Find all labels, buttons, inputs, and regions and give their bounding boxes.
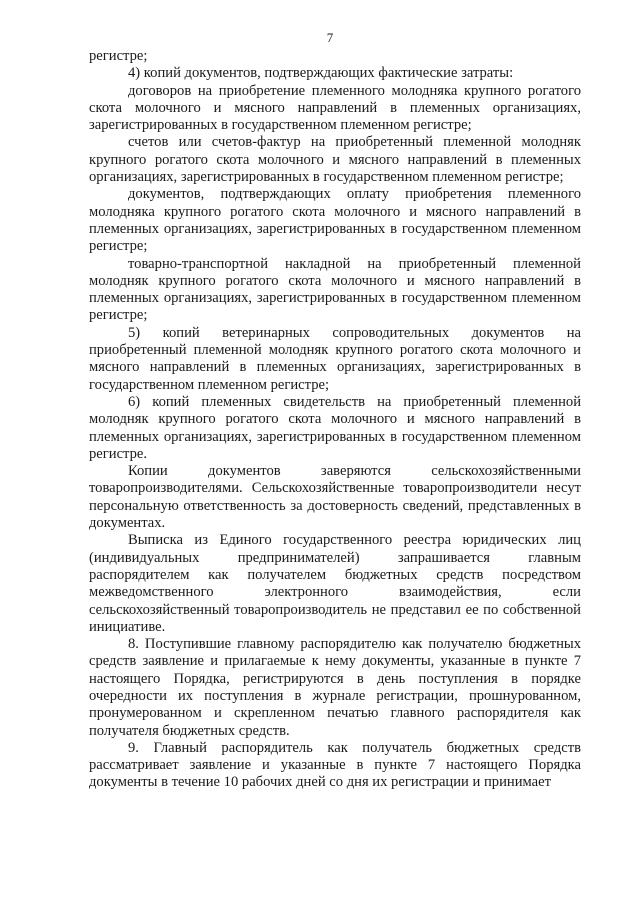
paragraph-item-8: 8. Поступившие главному распорядителю как получателю бюджетных средств заявление и прилагаемые к нему документы, указанные в пункте 7 настоящего Порядка, регистрируются в день поступления в порядке очередности их поступления в журнале регистрации, прошнурованном, пронумерованном и скрепленном печатью главного распорядителя как получателя бюджетных средств.: [89, 636, 581, 739]
paragraph-continuation: регистре;: [89, 48, 148, 64]
paragraph-invoices: счетов или счетов-фактур на приобретенный племенной молодняк крупного рогатого скота молочного и мясного направлений в племенных организациях, зарегистрированных в государственном племенном регистре;: [89, 134, 581, 186]
page-number: 7: [326, 30, 334, 45]
paragraph-payment-documents: документов, подтверждающих оплату приобретения племенного молодняка крупного рогатого скота молочного и мясного направлений в племенных организациях, зарегистрированных в государственном племенном регистре;: [89, 186, 581, 255]
paragraph-waybill: товарно-транспортной накладной на приобретенный племенной молодняк крупного рогатого скота молочного и мясного направлений в племенных организациях, зарегистрированных в государственном племенном регистре;: [89, 255, 581, 324]
paragraph-item-6: 6) копий племенных свидетельств на приобретенный племенной молодняк крупного рогатого скота молочного и мясного направлений в племенных организациях, зарегистрированных в государственном племенном регистре.: [89, 393, 581, 462]
paragraph-registry-extract: Выписка из Единого государственного реестра юридических лиц (индивидуальных предпринимателей) запрашивается главным распорядителем как получателем бюджетных средств посредством межведомственного электронного взаимодействия, если сельскохозяйственный товаропроизводитель не представил ее по собственной инициативе.: [89, 532, 581, 635]
paragraph-item-9: 9. Главный распорядитель как получатель бюджетных средств рассматривает заявление и указанные в пункте 7 настоящего Порядка документы в течение 10 рабочих дней со дня их регистрации и принимает: [89, 739, 581, 791]
document-body: [89, 48, 581, 792]
paragraph-copies-certified: Копии документов заверяются сельскохозяйственными товаропроизводителями. Сельскохозяйственные товаропроизводители несут персональную ответственность за достоверность сведений, представленных в документах.: [89, 463, 581, 532]
paragraph-contracts: договоров на приобретение племенного молодняка крупного рогатого скота молочного и мясного направлений в племенных организациях, зарегистрированных в государственном племенном регистре;: [89, 82, 581, 134]
paragraph-item-5: 5) копий ветеринарных сопроводительных документов на приобретенный племенной молодняк крупного рогатого скота молочного и мясного направлений в племенных организациях, зарегистрированных в государственном племенном регистре;: [89, 324, 581, 393]
paragraph-item-4: 4) копий документов, подтверждающих фактические затраты:: [128, 65, 514, 82]
